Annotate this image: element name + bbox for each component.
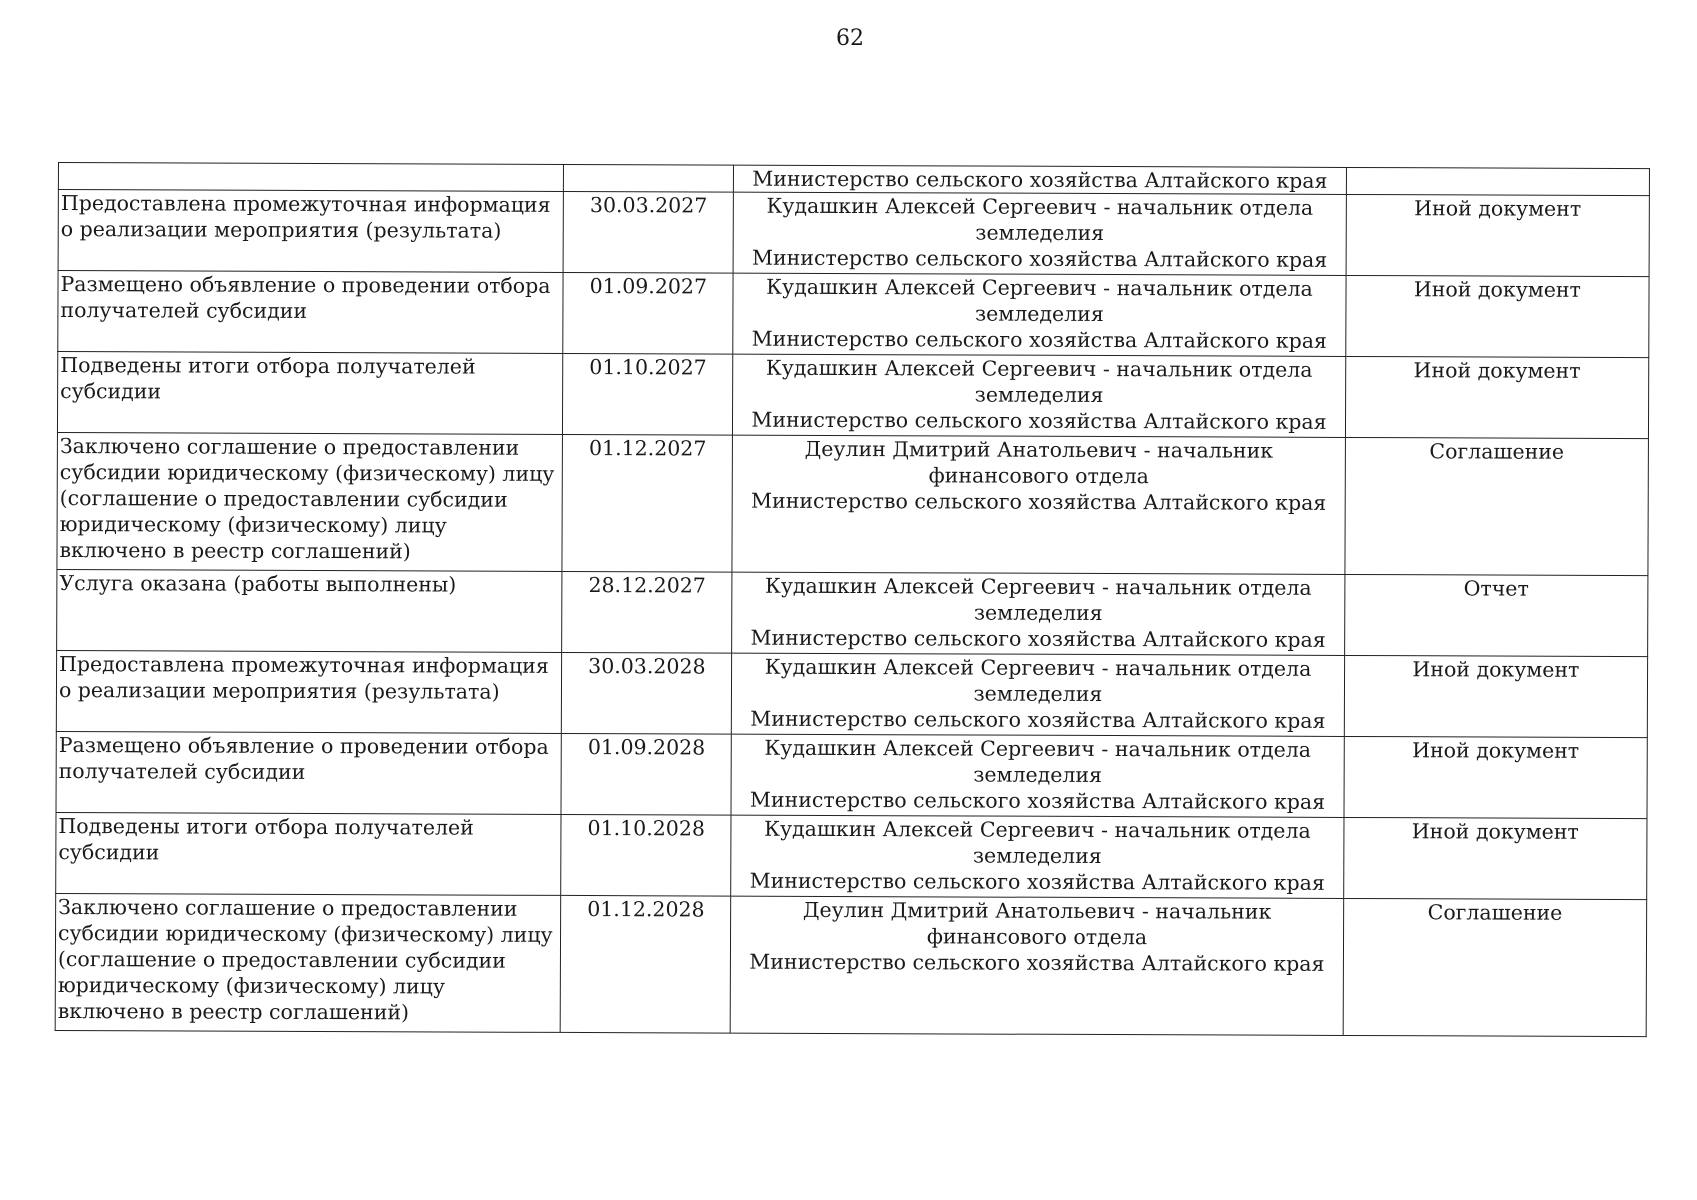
responsible-person: Кудашкин Алексей Сергеевич - начальник отдела земледелия (764, 816, 1311, 869)
responsible-cell (732, 653, 1345, 736)
table-row (56, 731, 1647, 818)
event-cell: Размещено объявление о проведении отбора получателей субсидии (56, 731, 562, 814)
date-cell: 01.09.2027 (563, 272, 733, 354)
responsible-org: Министерство сельского хозяйства Алтайского края (751, 245, 1328, 272)
control-points-table (55, 162, 1650, 1037)
event-cell: Предоставлена промежуточная информация о реализации мероприятия (результата) (56, 650, 562, 733)
responsible-cell (733, 192, 1346, 275)
responsible-org: Министерство сельского хозяйства Алтайского края (750, 625, 1326, 652)
document-type-cell: Соглашение (1343, 898, 1647, 1036)
responsible-cell (734, 165, 1347, 194)
responsible-org: Министерство сельского хозяйства Алтайского края (749, 949, 1325, 976)
table-row (58, 190, 1649, 277)
event-cell (58, 163, 563, 192)
responsible-person: Кудашкин Алексей Сергеевич - начальник отдела земледелия (764, 654, 1312, 707)
event-cell: Заключено соглашение о предоставлении субсидии юридическому (физическому) лицу (соглашение о предоставлении субсидии юридическому (физическому) лицу включено в реестр соглашений) (57, 432, 563, 571)
document-type-cell (1346, 167, 1649, 195)
document-type-cell: Отчет (1344, 574, 1648, 656)
date-cell: 01.12.2027 (562, 434, 732, 572)
document-type-cell: Иной документ (1344, 736, 1648, 818)
responsible-org: Министерство сельского хозяйства Алтайского края (749, 868, 1325, 895)
date-cell: 01.10.2028 (561, 814, 731, 896)
responsible-cell (732, 572, 1345, 655)
document-type-cell: Иной документ (1345, 356, 1649, 438)
table-row (56, 650, 1647, 737)
responsible-person: Деулин Дмитрий Анатольевич - начальник финансового отдела (802, 897, 1272, 950)
responsible-person: Кудашкин Алексей Сергеевич - начальник отдела земледелия (764, 735, 1312, 788)
event-cell: Заключено соглашение о предоставлении субсидии юридическому (физическому) лицу (соглашение о предоставлении субсидии юридическому (физическому) лицу включено в реестр соглашений) (55, 893, 561, 1032)
date-cell: 28.12.2027 (562, 571, 732, 653)
document-type-cell: Иной документ (1345, 275, 1649, 357)
responsible-org: Министерство сельского хозяйства Алтайского края (750, 706, 1326, 733)
responsible-person: Кудашкин Алексей Сергеевич - начальник отдела земледелия (766, 274, 1313, 327)
responsible-person: Кудашкин Алексей Сергеевич - начальник отдела земледелия (764, 573, 1312, 626)
table-body (55, 163, 1649, 1037)
table-row (56, 812, 1647, 899)
table-row (57, 432, 1649, 575)
responsible-cell (733, 273, 1346, 356)
page-number: 62 (836, 26, 864, 51)
document-type-cell: Соглашение (1345, 437, 1649, 575)
responsible-person: Деулин Дмитрий Анатольевич - начальник финансового отдела (804, 436, 1274, 489)
event-cell: Предоставлена промежуточная информация о реализации мероприятия (результата) (58, 190, 564, 273)
responsible-org: Министерство сельского хозяйства Алтайского края (751, 407, 1327, 434)
event-cell: Подведены итоги отбора получателей субсидии (57, 352, 563, 435)
date-cell (564, 164, 734, 192)
responsible-org: Министерство сельского хозяйства Алтайского края (751, 326, 1327, 353)
date-cell: 01.10.2027 (563, 353, 733, 435)
date-cell: 30.03.2027 (563, 191, 733, 273)
date-cell: 01.09.2028 (561, 733, 731, 815)
document-type-cell: Иной документ (1346, 194, 1650, 276)
responsible-org: Министерство сельского хозяйства Алтайского края (749, 787, 1326, 814)
table-row (58, 271, 1649, 358)
responsible-person: Кудашкин Алексей Сергеевич - начальник отдела земледелия (766, 193, 1314, 246)
responsible-org: Министерство сельского хозяйства Алтайского края (752, 166, 1328, 193)
responsible-cell (733, 354, 1346, 437)
document-type-cell: Иной документ (1343, 817, 1647, 899)
responsible-cell (730, 896, 1343, 1035)
date-cell: 01.12.2028 (561, 895, 731, 1033)
event-cell: Подведены итоги отбора получателей субсидии (56, 812, 562, 895)
date-cell: 30.03.2028 (562, 652, 732, 734)
document-type-cell: Иной документ (1344, 655, 1648, 737)
responsible-person: Кудашкин Алексей Сергеевич - начальник отдела земледелия (765, 355, 1313, 408)
event-cell: Размещено объявление о проведении отбора получателей субсидии (58, 271, 564, 354)
table-row (57, 352, 1648, 439)
responsible-cell (731, 815, 1344, 898)
responsible-cell (732, 435, 1345, 574)
table-row (57, 569, 1648, 656)
responsible-org: Министерство сельского хозяйства Алтайского края (751, 488, 1327, 515)
responsible-cell (731, 734, 1344, 817)
event-cell: Услуга оказана (работы выполнены) (57, 569, 563, 652)
table-row (55, 893, 1647, 1036)
